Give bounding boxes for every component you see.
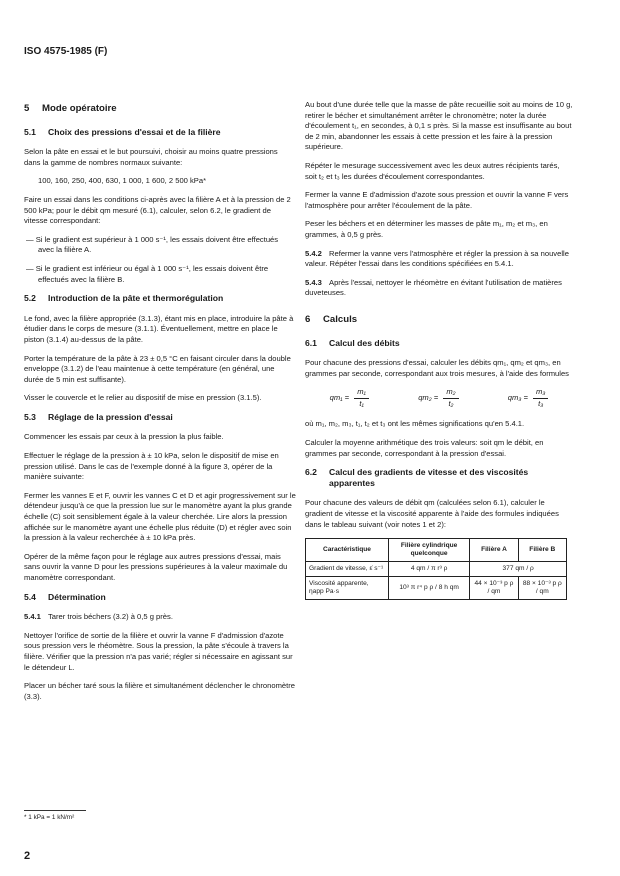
- table-cell: 44 × 10⁻³ p ρ / qm: [470, 577, 518, 600]
- paragraph: Calculer la moyenne arithmétique des trois valeurs: soit qm le débit, en grammes par seconde, correspondant à la pression d'essai.: [305, 438, 544, 458]
- paragraph: 5.4.3 Après l'essai, nettoyer le rhéomètre en évitant l'utilisation de matières duveteuses.: [305, 277, 562, 298]
- table-row: [306, 562, 567, 577]
- section-5-4-2-number: 5.4.2: [305, 248, 322, 258]
- paragraph: Le fond, avec la filière appropriée (3.1.3), étant mis en place, introduire la pâte à étudier dans le corps de mesure (3.1.1). Éventuellement, mettre en place le piston (3.1.4) au-dessus de la pâte.: [24, 313, 294, 344]
- paragraph: Faire un essai dans les conditions ci-après avec la filière A et à la pression de 2 500 kPa; pour le débit qm mesuré (6.1), calculer, selon 6.2, le gradient de vitesse correspondant:: [24, 194, 291, 226]
- table-header: Filière A: [470, 539, 518, 562]
- footnote: * 1 kPa = 1 kN/m²: [24, 814, 75, 821]
- table-cell: 377 qm / ρ: [470, 562, 567, 577]
- standard-header: ISO 4575-1985 (F): [24, 46, 108, 57]
- section-5-4-3-number: 5.4.3: [305, 277, 322, 287]
- paragraph: Fermer la vanne E d'admission d'azote sous pression et ouvrir la vanne F vers l'atmosphère pour arrêter l'écoulement de la pâte.: [305, 190, 569, 210]
- paragraph: Pour chacune des pressions d'essai, calculer les débits qm₁, qm₂ et qm₃, en grammes par seconde, correspondant aux trois mesures, à l'aide des formules: [305, 358, 569, 378]
- table-header-row: [306, 539, 567, 562]
- page-number: 2: [24, 850, 31, 862]
- section-5-3-heading: 5.3 Réglage de la pression d'essai: [24, 411, 173, 422]
- paragraph: Commencer les essais par ceux à la pression la plus faible.: [24, 432, 224, 442]
- table-row: [306, 577, 567, 600]
- list-item: — Si le gradient est inférieur ou égal à 1 000 s⁻¹, les essais doivent être effectués avec la filière B.: [26, 263, 269, 284]
- formula-table: [305, 538, 567, 600]
- paragraph: où m₁, m₂, m₃, t₁, t₂ et t₃ ont les mêmes significations qu'en 5.4.1.: [305, 419, 525, 429]
- paragraph: Pour chacune des valeurs de débit qm (calculées selon 6.1), calculer le gradient de vitesse et la viscosité apparente à l'aide des formules indiquées dans le tableau suivant (voir notes 1 et 2):: [305, 498, 559, 529]
- table-cell: 4 qm / π r³ ρ: [388, 562, 469, 577]
- section-5-4-1-number: 5.4.1: [24, 612, 41, 622]
- paragraph: Opérer de la même façon pour le réglage aux autres pressions d'essai, mais sans ouvrir la vanne D pour les pressions supérieures à la valeur maximale du manomètre correspondant.: [24, 551, 288, 582]
- paragraph: Au bout d'une durée telle que la masse de pâte recueillie soit au moins de 10 g, retirer le bécher et simultanément arrêter le chronomètre; noter la durée d'écoulement t₁, en secondes, à 0,1 s près. Si la masse est insuffisante au bout de 2 min, abandonner les essais à cette pression et les faire à la pression supérieure.: [305, 100, 573, 152]
- paragraph: 5.4.2 Refermer la vanne vers l'atmosphère et régler la pression à sa nouvelle valeur. Répéter l'essai dans les conditions spécifiées en 5.4.1.: [305, 248, 569, 269]
- table-cell: 10³ π r⁴ p ρ / 8 h qm: [388, 577, 469, 600]
- formula: qm₃ = $\frac{\text{m₃}}{\text{t₃}}$: [508, 387, 549, 409]
- paragraph: Fermer les vannes E et F, ouvrir les vannes C et D et agir progressivement sur le détendeur jusqu'à ce que la pression lue sur le manomètre ayant la plus grande échelle (C) soit sensiblement égale à la valeur cherchée. Lire alors la pression affichée sur le manomètre ayant une échelle plus réduite (D) et régler avec soin la pression à la valeur recherchée à ± 10 kPa près.: [24, 490, 296, 543]
- table-cell: Viscosité apparente, ηapp Pa·s: [306, 577, 389, 600]
- section-6-2-heading: 6.2 Calcul des gradients de vitesse et des viscosités apparentes: [305, 467, 529, 488]
- section-5-2-heading: 5.2 Introduction de la pâte et thermorégulation: [24, 293, 224, 304]
- paragraph: Effectuer le réglage de la pression à ± 10 kPa, selon le dispositif de mise en pression utilisé. Dans le cas de l'exemple donné à la figure 3, opérer de la manière suivante:: [24, 451, 279, 482]
- formula: qm₁ = $\frac{\text{m₁}}{\text{t₁}}$: [330, 387, 369, 409]
- table-header: Filière cylindrique quelconque: [388, 539, 469, 562]
- footnote-divider: [24, 810, 86, 811]
- formula: qm₂ = $\frac{\text{m₂}}{\text{t₂}}$: [418, 387, 458, 409]
- paragraph: Répéter le mesurage successivement avec les deux autres récipients tarés, soit t₂ et t₃ les durées d'écoulement correspondantes.: [305, 160, 560, 181]
- left-column: [24, 88, 296, 710]
- table-header: Caractéristique: [306, 539, 389, 562]
- right-column: [305, 100, 573, 600]
- pressure-list: 100, 160, 250, 400, 630, 1 000, 1 600, 2 500 kPa*: [38, 176, 207, 186]
- paragraph: Nettoyer l'orifice de sortie de la filière et ouvrir la vanne F d'admission d'azote sous pression vers le rhéomètre. Sous la pression, la pâte s'écoule à travers la filière. Vérifier que la pression n'a pas varié; régler si nécessaire en agissant sur le détendeur L.: [24, 630, 293, 672]
- section-5-1-heading: 5.1 Choix des pressions d'essai et de la filière: [24, 126, 221, 137]
- flow-rate-formulas: [305, 387, 573, 409]
- section-6-1-heading: 6.1 Calcul des débits: [305, 337, 400, 348]
- table-cell: 88 × 10⁻³ p ρ / qm: [518, 577, 566, 600]
- paragraph: Selon la pâte en essai et le but poursuivi, choisir au moins quatre pressions dans la gamme de nombres normaux suivante:: [24, 147, 278, 167]
- section-5-4-heading: 5.4 Détermination: [24, 591, 106, 602]
- paragraph: Visser le couvercle et le relier au dispositif de mise en pression (3.1.5).: [24, 393, 262, 403]
- section-5-heading: 5 Mode opératoire: [24, 103, 117, 114]
- paragraph: Placer un bécher taré sous la filière et simultanément déclencher le chronomètre (3.3).: [24, 681, 295, 701]
- section-6-heading: 6 Calculs: [305, 313, 358, 325]
- paragraph: 5.4.1 Tarer trois béchers (3.2) à 0,5 g près.: [24, 612, 173, 622]
- paragraph: Porter la température de la pâte à 23 ± 0,5 °C en faisant circuler dans la double enveloppe (3.1.2) de l'eau maintenue à cette température (en général, une durée de 5 min est suffisante).: [24, 353, 291, 384]
- paragraph: Peser les béchers et en déterminer les masses de pâte m₁, m₂ et m₃, en grammes, à 0,5 g près.: [305, 219, 548, 239]
- list-item: — Si le gradient est supérieur à 1 000 s⁻¹, les essais doivent être effectués avec la filière A.: [26, 234, 279, 255]
- table-cell: Gradient de vitesse, ε̇ s⁻¹: [306, 562, 389, 577]
- table-header: Filière B: [518, 539, 566, 562]
